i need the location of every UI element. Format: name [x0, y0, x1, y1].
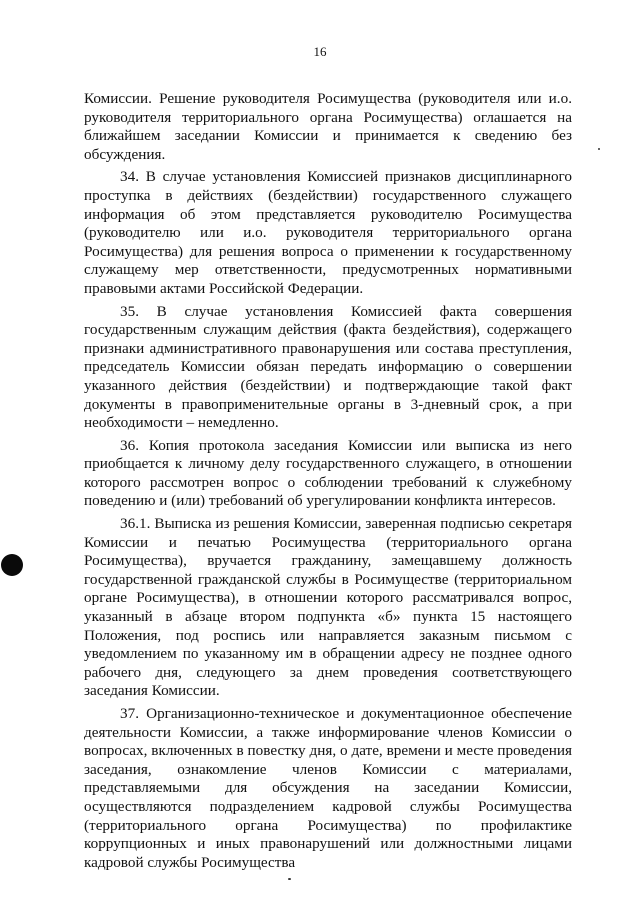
punch-hole-mark	[1, 554, 23, 576]
paragraph-37: 37. Организационно-техническое и документационное обеспечение деятельности Комиссии, а также информирование членов Комиссии о вопросах, включенных в повестку дня, о дате, времени и месте проведения заседания, ознакомление членов Комиссии с материалами, представляемыми для обсуждения на заседании Комиссии, осуществляются подразделением кадровой службы Росимущества (территориального органа Росимущества) по профилактике коррупционных и иных правонарушений или должностными лицами кадровой службы Росимущества	[84, 705, 572, 871]
document-body	[84, 90, 572, 876]
paragraph-35: 35. В случае установления Комиссией факта совершения государственным служащим действия (факта бездействия), содержащего признаки административного правонарушения или состава преступления, председатель Комиссии обязан передать информацию о совершении указанного действия (бездействии) и подтверждающие такой факт документы в правоприменительные органы в 3-дневный срок, а при необходимости – немедленно.	[84, 302, 572, 432]
paragraph-continuation: Комиссии. Решение руководителя Росимущества (руководителя или и.о. руководителя территориального органа Росимущества) оглашается на ближайшем заседании Комиссии и принимается к сведению без обсуждения.	[84, 90, 572, 163]
scan-speck	[288, 878, 291, 880]
page-number: 16	[313, 44, 327, 59]
paragraph-36-1: 36.1. Выписка из решения Комиссии, заверенная подписью секретаря Комиссии и печатью Росимущества (территориального органа Росимущества), вручается гражданину, замещавшему должность государственной гражданской службы в Росимуществе (территориальном органе Росимущества), в отношении которого рассматривался вопрос, указанный в абзаце втором подпункта «б» пункта 15 настоящего Положения, под роспись или направляется заказным письмом с уведомлением по указанному им в обращении адресу не позднее одного рабочего дня, следующего за днем проведения соответствующего заседания Комиссии.	[84, 515, 572, 700]
scan-speck	[598, 148, 600, 150]
paragraph-36: 36. Копия протокола заседания Комиссии или выписка из него приобщается к личному делу государственного служащего, в отношении которого рассмотрен вопрос о соблюдении требований к служебному поведению и (или) требований об урегулировании конфликта интересов.	[84, 436, 572, 510]
paragraph-34: 34. В случае установления Комиссией признаков дисциплинарного проступка в действиях (бездействии) государственного служащего информация об этом представляется руководителю Росимущества (руководителю или и.о. руководителя территориального органа Росимущества) для решения вопроса о применении к государственному служащему мер ответственности, предусмотренных нормативными правовыми актами Российской Федерации.	[84, 168, 572, 297]
